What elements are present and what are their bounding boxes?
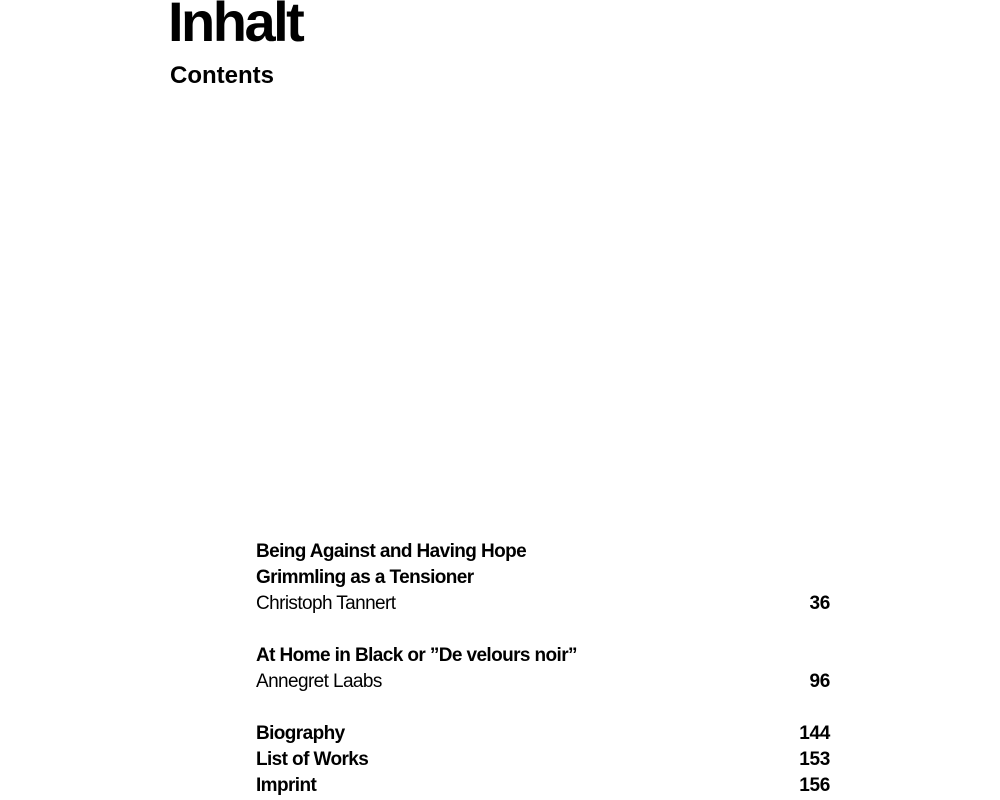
toc-entry-title-line: Being Against and Having Hope xyxy=(256,541,527,562)
toc-entry-author-row xyxy=(256,669,830,695)
page-title: Inhalt xyxy=(168,0,303,53)
toc-page-number: 144 xyxy=(799,723,830,744)
toc-page-number: 156 xyxy=(799,775,830,796)
toc-page-number: 153 xyxy=(799,749,830,770)
toc-page-number: 96 xyxy=(809,671,830,692)
toc-appendix-row xyxy=(256,721,830,747)
toc-entry-author-row xyxy=(256,591,830,617)
toc-entry-title-line: Grimmling as a Tensioner xyxy=(256,567,474,588)
toc-spacer xyxy=(256,617,830,643)
toc-entry-author: Annegret Laabs xyxy=(256,671,382,692)
toc-page-number: 36 xyxy=(809,593,830,614)
toc-appendix-row xyxy=(256,747,830,773)
table-of-contents xyxy=(256,539,830,799)
toc-entry-title-line: At Home in Black or ”De velours noir” xyxy=(256,645,577,666)
toc-appendix-title: Biography xyxy=(256,723,345,744)
toc-entry-title xyxy=(256,565,830,591)
toc-entry-title xyxy=(256,539,830,565)
page-subtitle: Contents xyxy=(170,62,274,89)
heading-block xyxy=(168,0,302,90)
toc-appendix-title: Imprint xyxy=(256,775,317,796)
toc-appendix-title: List of Works xyxy=(256,749,369,770)
toc-spacer xyxy=(256,695,830,721)
toc-entry-author: Christoph Tannert xyxy=(256,593,396,614)
toc-entry-title xyxy=(256,643,830,669)
toc-appendix-row xyxy=(256,773,830,799)
